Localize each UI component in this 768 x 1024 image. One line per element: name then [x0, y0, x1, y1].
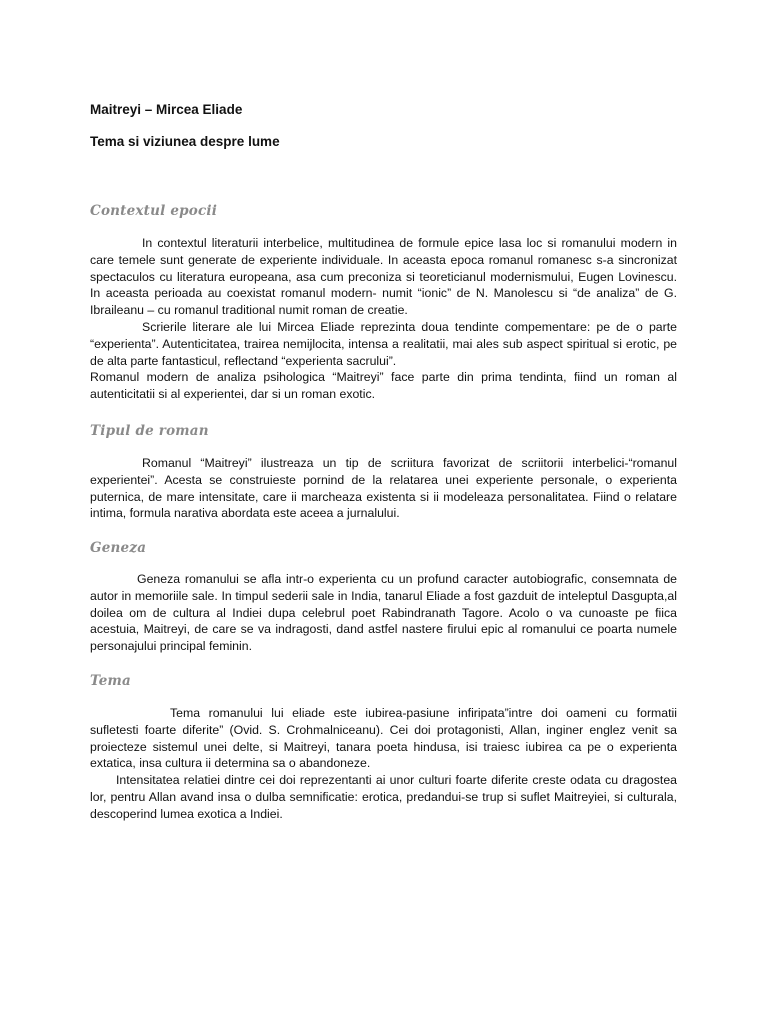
section-body-tema	[90, 705, 677, 823]
paragraph: Tema romanului lui eliade este iubirea-pasiune infiripata”intre doi oameni cu formatii sufletesti foarte diferite” (Ovid. S. Crohmalniceanu). Cei doi protagonisti, Allan, inginer englez venit sa proiecteze sistemul unei delte, si Maitreyi, tanara poeta hindusa, isi traiesc iubirea ca pe o experienta extatica, insa cultura ii determina sa o abandoneze.	[90, 706, 677, 771]
paragraph: In contextul literaturii interbelice, multitudinea de formule epice lasa loc si romanului modern in care temele sunt generate de experiente individuale. In aceasta epoca romanul romanesc s-a sincronizat spectaculos cu literatura europeana, asa cum preconiza si teoreticianul modernismului, Eugen Lovinescu. In aceasta perioada au coexistat romanul modern- numit “ionic” de N. Manolescu si “de analiza” de G. Ibraileanu – cu romanul traditional numit roman de creatie.	[90, 236, 677, 318]
paragraph: Scrierile literare ale lui Mircea Eliade reprezinta doua tendinte compementare: pe de o parte “experienta”. Autenticitatea, trairea nemijlocita, intensa a realitatii, mai ales sub aspect spiritual si erotic, pe de alta parte fantasticul, reflectand “experienta sacrului”.	[90, 319, 677, 368]
paragraph: Intensitatea relatiei dintre cei doi reprezentanti ai unor culturi foarte diferite creste odata cu dragostea lor, pentru Allan avand insa o dulba semnificatie: erotica, predandui-se trup si suflet Maitreyiei, si culturala, descoperind lumea exotica a Indiei.	[90, 773, 677, 821]
section-body-contextul-epocii	[90, 235, 677, 403]
section-heading-geneza: Geneza	[90, 540, 147, 556]
section-heading-tema: Tema	[90, 673, 131, 689]
section-heading-tipul-de-roman: Tipul de roman	[90, 423, 209, 439]
section-body-geneza	[90, 571, 677, 655]
paragraph: Romanul modern de analiza psihologica “Maitreyi” face parte din prima tendinta, fiind un roman al autenticitatii si al experientei, dar si un roman exotic.	[90, 370, 677, 402]
paragraph: Geneza romanului se afla intr-o experienta cu un profund caracter autobiografic, consemnata de autor in memoriile sale. In timpul sederii sale in India, tanarul Eliade a fost gazduit de inteleptul Dasgupta,al doilea om de cultura al Indiei dupa celebrul poet Rabindranath Tagore. Acolo o va cunoaste pe fiica acestuia, Maitreyi, de care se va indragosti, dand astfel nastere firului epic al romanului ce poarta numele personajului principal feminin.	[90, 572, 677, 654]
section-heading-contextul-epocii: Contextul epocii	[90, 203, 218, 219]
document-subtitle: Tema si viziunea despre lume	[90, 134, 280, 149]
section-body-tipul-de-roman	[90, 455, 677, 522]
paragraph: Romanul “Maitreyi” ilustreaza un tip de scriitura favorizat de scriitorii interbelici-“romanul experientei”. Acesta se construieste pornind de la relatarea unei experiente personale, o experienta puternica, de mare intensitate, care ii marcheaza existenta si ii modeleaza personalitatea. Fiind o relatare intima, formula narativa abordata este aceea a jurnalului.	[90, 456, 677, 521]
document-title: Maitreyi – Mircea Eliade	[90, 102, 243, 117]
